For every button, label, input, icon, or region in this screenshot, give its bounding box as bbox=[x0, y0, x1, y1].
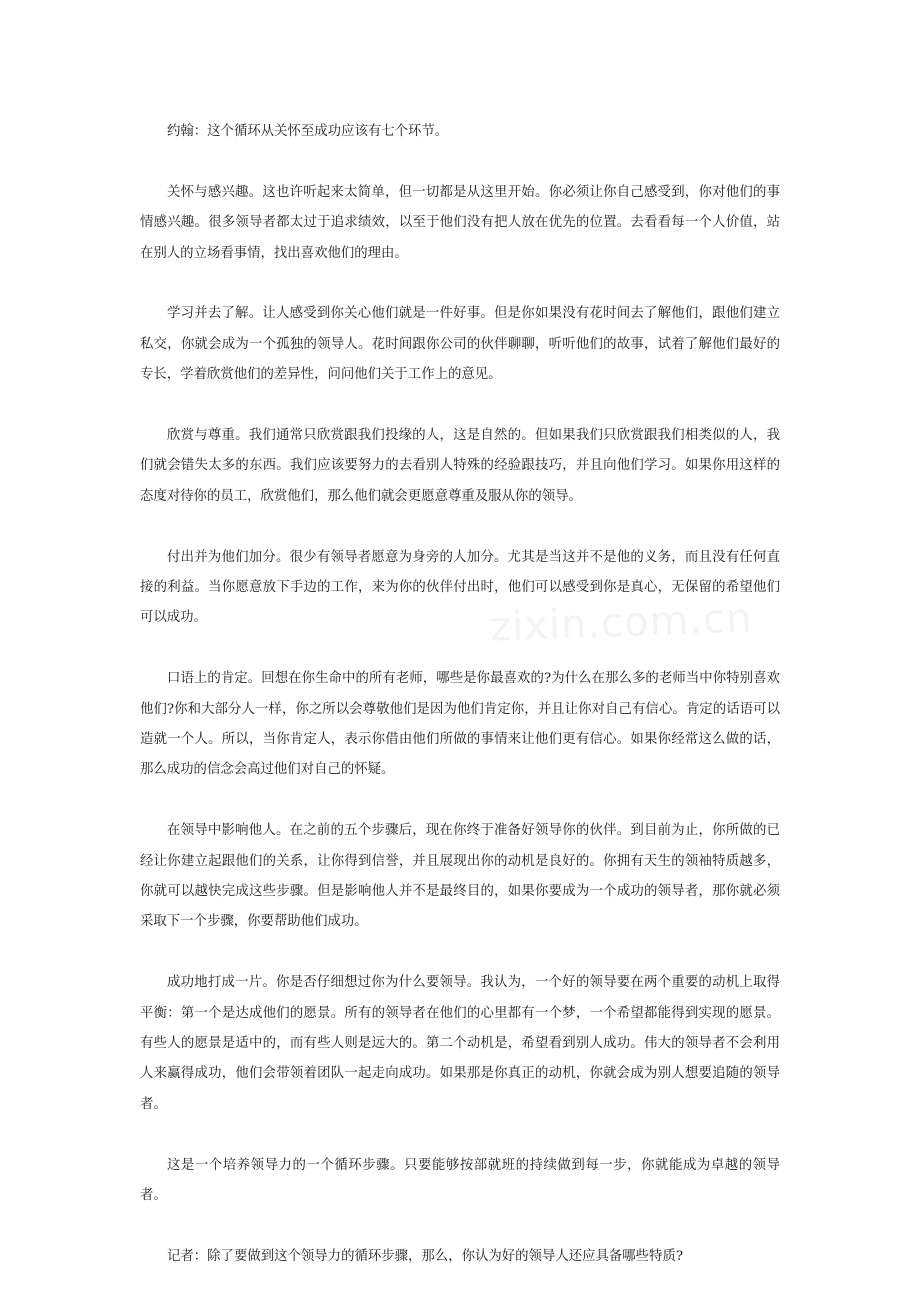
paragraph-reporter-question: 记者：除了要做到这个领导力的循环步骤，那么，你认为好的领导人还应具备哪些特质? bbox=[167, 1248, 684, 1264]
paragraph-verbal-affirmation: 口语上的肯定。回想在你生命中的所有老师，哪些是你最喜欢的?为什么在那么多的老师当中你特别喜欢他们?你和大部分人一样，你之所以会尊敬他们是因为他们肯定你，并且让你对自己有信心。肯定的话语可以造就一个人。所以，当你肯定人，表示你借由他们所做的事情来让他们更有信心。如果你经常这么做的话，那么成功的信念会高过他们对自己的怀疑。 bbox=[140, 671, 780, 778]
document-body bbox=[140, 117, 780, 1303]
paragraph-care-interest: 关怀与感兴趣。这也许听起来太简单，但一切都是从这里开始。你必须让你自己感受到，你对他们的事情感兴趣。很多领导者都太过于追求绩效，以至于他们没有把人放在优先的位置。去看看每一个人价值，站在别人的立场看事情，找出喜欢他们的理由。 bbox=[140, 184, 780, 261]
paragraph-intro: 约翰：这个循环从关怀至成功应该有七个环节。 bbox=[167, 124, 449, 139]
paragraph-give-add-value: 付出并为他们加分。很少有领导者愿意为身旁的人加分。尤其是当这并不是他的义务，而且没有任何直接的利益。当你愿意放下手边的工作，来为你的伙伴付出时，他们可以感受到你是真心，无保留的希望他们可以成功。 bbox=[140, 549, 780, 626]
paragraph-learn-understand: 学习并去了解。让人感受到你关心他们就是一件好事。但是你如果没有花时间去了解他们，跟他们建立私交，你就会成为一个孤独的领导人。花时间跟你公司的伙伴聊聊，听听他们的故事，试着了解他们最好的专长，学着欣赏他们的差异性，问问他们关于工作上的意见。 bbox=[140, 306, 780, 383]
paragraph-cycle-summary: 这是一个培养领导力的一个循环步骤。只要能够按部就班的持续做到每一步，你就能成为卓越的领导者。 bbox=[140, 1157, 780, 1204]
watermark-text: zixin.com.cn bbox=[489, 595, 754, 651]
paragraph-succeed-together: 成功地打成一片。你是否仔细想过你为什么要领导。我认为，一个好的领导要在两个重要的动机上取得平衡：第一个是达成他们的愿景。所有的领导者在他们的心里都有一个梦，一个希望都能得到实现的愿景。有些人的愿景是适中的，而有些人则是远大的。第二个动机是，希望看到别人成功。伟大的领导者不会利用人来赢得成功，他们会带领着团队一起走向成功。如果那是你真正的动机，你就会成为别人想要追随的领导者。 bbox=[140, 975, 780, 1112]
paragraph-appreciate-respect: 欣赏与尊重。我们通常只欣赏跟我们投缘的人，这是自然的。但如果我们只欣赏跟我们相类似的人，我们就会错失太多的东西。我们应该要努力的去看别人特殊的经验跟技巧，并且向他们学习。如果你用这样的态度对待你的员工，欣赏他们，那么他们就会更愿意尊重及服从你的领导。 bbox=[140, 428, 780, 504]
paragraph-influence-others: 在领导中影响他人。在之前的五个步骤后，现在你终于准备好领导你的伙伴。到目前为止，你所做的已经让你建立起跟他们的关系，让你得到信誉，并且展现出你的动机是良好的。你拥有天生的领袖特质越多，你就可以越快完成这些步骤。但是影响他人并不是最终目的，如果你要成为一个成功的领导者，那你就必须采取下一个步骤，你要帮助他们成功。 bbox=[140, 823, 780, 930]
